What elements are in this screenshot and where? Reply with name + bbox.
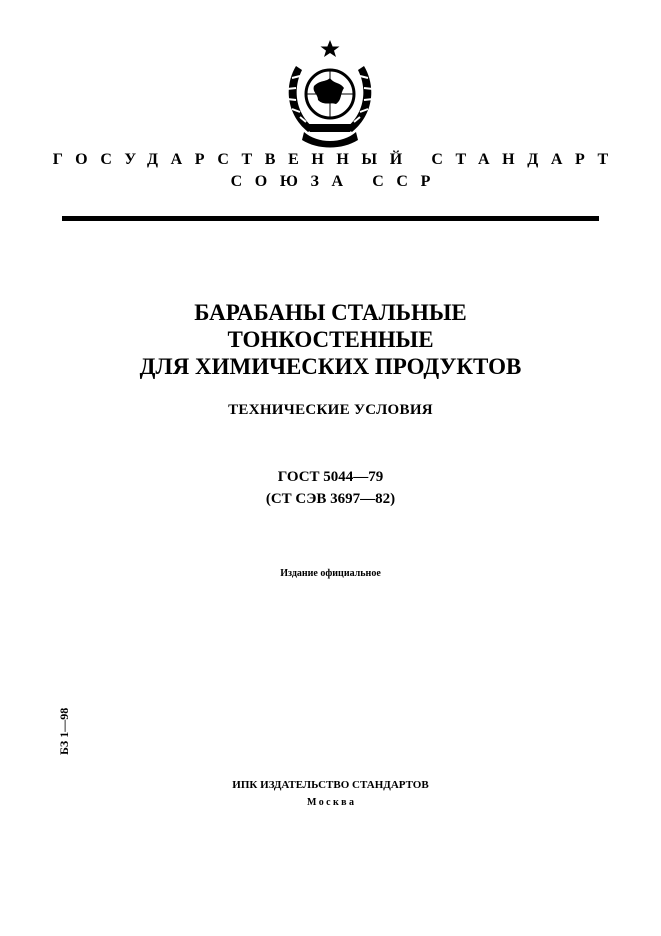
publisher-city: Москва: [307, 797, 357, 808]
side-code: БЗ 1—98: [57, 707, 71, 755]
standard-number: ГОСТ 5044—79: [277, 469, 384, 485]
document-title: [0, 299, 661, 380]
header-standard-title: ГОСУДАРСТВЕННЫЙ СТАНДАРТ: [52, 151, 621, 168]
standard-block: [0, 466, 661, 510]
state-emblem-icon: [274, 36, 386, 148]
document-subtitle: ТЕХНИЧЕСКИЕ УСЛОВИЯ: [228, 402, 433, 418]
header-divider: [62, 216, 599, 221]
document-title-line-3: ДЛЯ ХИМИЧЕСКИХ ПРОДУКТОВ: [139, 354, 522, 379]
edition-note: Издание официальное: [280, 568, 381, 579]
cmea-number: (СТ СЭВ 3697—82): [265, 491, 396, 507]
header-union-title: СОЮЗА ССР: [230, 173, 443, 190]
document-title-line-2: ТОНКОСТЕННЫЕ: [227, 327, 434, 352]
document-title-line-1: БАРАБАНЫ СТАЛЬНЫЕ: [194, 300, 467, 325]
publisher-name: ИПК ИЗДАТЕЛЬСТВО СТАНДАРТОВ: [232, 779, 429, 791]
